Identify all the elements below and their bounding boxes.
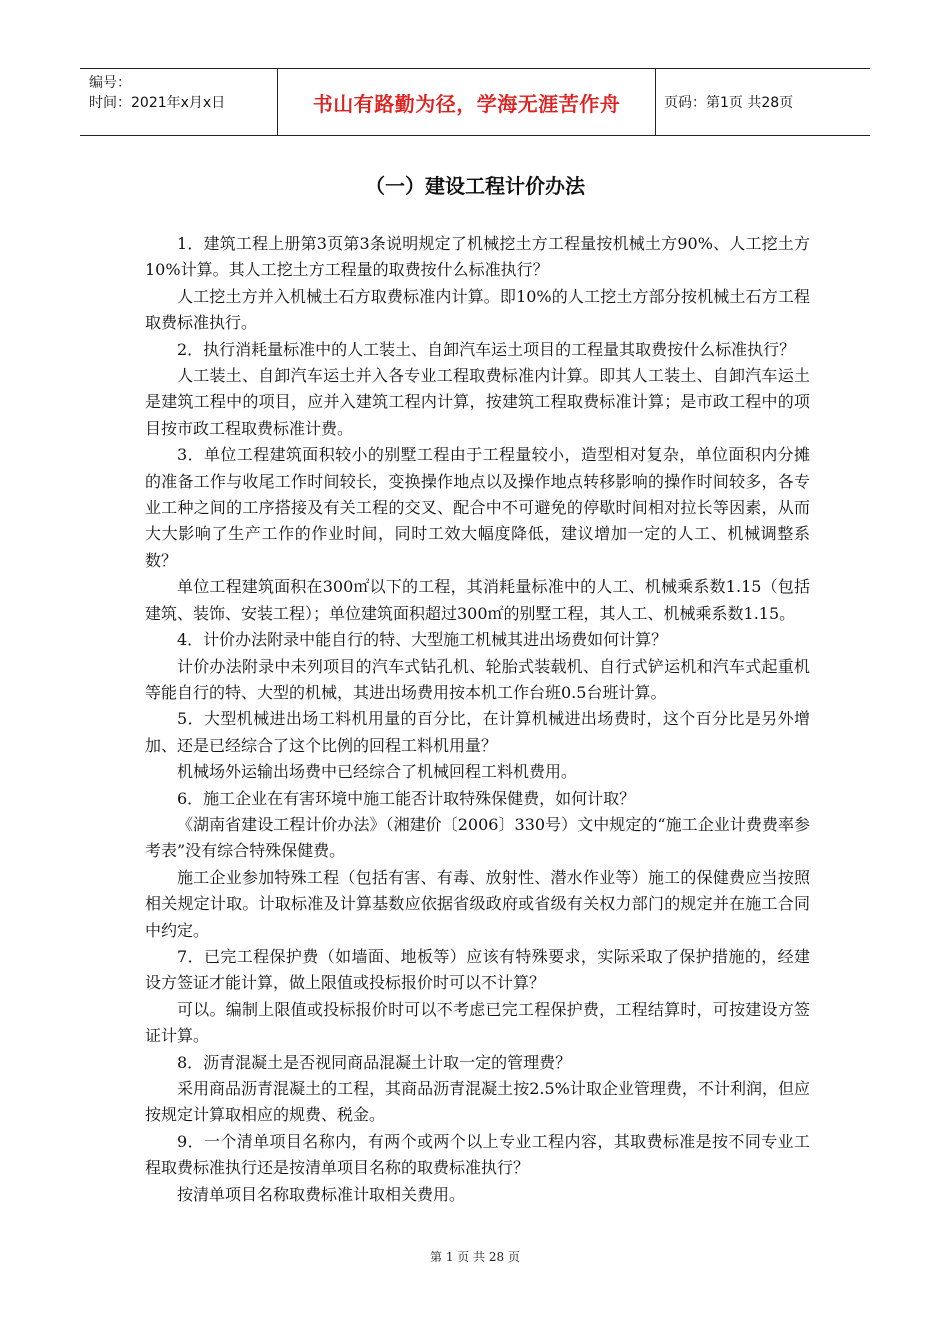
paragraph-q8: 8．沥青混凝土是否视同商品混凝土计取一定的管理费？ — [177, 1052, 572, 1072]
document-number-label: 编号： — [89, 75, 131, 91]
document-date-label: 时间：2021年x月x日 — [89, 95, 226, 111]
paragraph-a2: 人工装土、自卸汽车运土并入各专业工程取费标准内计算。即其人工装土、自卸汽车运土是建筑工程中的项目，应并入建筑工程内计算，按建筑工程取费标准计算；是市政工程中的项目按市政工程取费标准计费。 — [145, 366, 810, 438]
paragraph-a7: 可以。编制上限值或投标报价时可以不考虑已完工程保护费，工程结算时，可按建设方签证计算。 — [145, 999, 810, 1046]
paragraph-a9: 按清单项目名称取费标准计取相关费用。 — [177, 1184, 466, 1204]
page-header — [80, 68, 870, 136]
paragraph-q7: 7．已完工程保护费（如墙面、地板等）应该有特殊要求，实际采取了保护措施的，经建设方签证才能计算，做上限值或投标报价时可以不计算？ — [145, 946, 810, 993]
page-footer: 第 1 页 共 28 页 — [430, 1250, 520, 1264]
paragraph-q3: 3．单位工程建筑面积较小的别墅工程由于工程量较小，造型相对复杂，单位面积内分摊的准备工作与收尾工作时间较长，变换操作地点以及操作地点转移影响的操作时间较多，各专业工种之间的工序搭接及有关工程的交叉、配合中不可避免的停歇时间相对拉长等因素，从而大大影响了生产工作的作业时间，同时工效大幅度降低，建议增加一定的人工、机械调整系数？ — [145, 445, 810, 570]
paragraph-q2: 2．执行消耗量标准中的人工装土、自卸汽车运土项目的工程量其取费按什么标准执行？ — [177, 339, 796, 359]
paragraph-a3: 单位工程建筑面积在300㎡以下的工程，其消耗量标准中的人工、机械乘系数1.15（包括建筑、装饰、安装工程）；单位建筑面积超过300㎡的别墅工程，其人工、机械乘系数1.15。 — [145, 577, 810, 623]
paragraph-q9: 9．一个清单项目名称内，有两个或两个以上专业工程内容，其取费标准是按不同专业工程取费标准执行还是按清单项目名称的取费标准执行？ — [145, 1131, 810, 1178]
paragraph-q6: 6．施工企业在有害环境中施工能否计取特殊保健费，如何计取？ — [177, 788, 636, 808]
paragraph-a6-part2: 施工企业参加特殊工程（包括有害、有毒、放射性、潜水作业等）施工的保健费应当按照相关规定计取。计取标准及计算基数应依据省级政府或省级有关权力部门的规定并在施工合同中约定。 — [145, 867, 810, 940]
paragraph-a4: 计价办法附录中未列项目的汽车式钻孔机、轮胎式装载机、自行式铲运机和汽车式起重机等能自行的特、大型的机械，其进出场费用按本机工作台班0.5台班计算。 — [145, 656, 810, 702]
paragraph-a1: 人工挖土方并入机械土石方取费标准内计算。即10%的人工挖土方部分按机械土石方工程取费标准执行。 — [145, 286, 810, 333]
paragraph-q4: 4．计价办法附录中能自行的特、大型施工机械其进出场费如何计算？ — [177, 630, 668, 650]
paragraph-q5: 5．大型机械进出场工料机用量的百分比，在计算机械进出场费时，这个百分比是另外增加、还是已经综合了这个比例的回程工料机用量？ — [145, 709, 810, 755]
header-motto: 书山有路勤为径，学海无涯苦作舟 — [278, 69, 656, 135]
paragraph-q1: 1．建筑工程上册第3页第3条说明规定了机械挖土方工程量按机械土方90%、人工挖土方10%计算。其人工挖土方工程量的取费按什么标准执行？ — [145, 234, 810, 280]
paragraph-a5: 机械场外运输出场费中已经综合了机械回程工料机费用。 — [177, 762, 578, 782]
paragraph-a8: 采用商品沥青混凝土的工程，其商品沥青混凝土按2.5%计取企业管理费，不计利润，但应按规定计算取相应的规费、税金。 — [145, 1079, 810, 1125]
paragraph-a6-part1: 《湖南省建设工程计价办法》（湘建价〔2006〕330号）文中规定的“施工企业计费费率参考表”没有综合特殊保健费。 — [145, 814, 810, 861]
document-body — [145, 231, 810, 1208]
document-title: （一）建设工程计价办法 — [365, 174, 585, 198]
header-meta — [80, 69, 278, 135]
header-page-number: 页码：第1页 共28页 — [664, 95, 794, 111]
